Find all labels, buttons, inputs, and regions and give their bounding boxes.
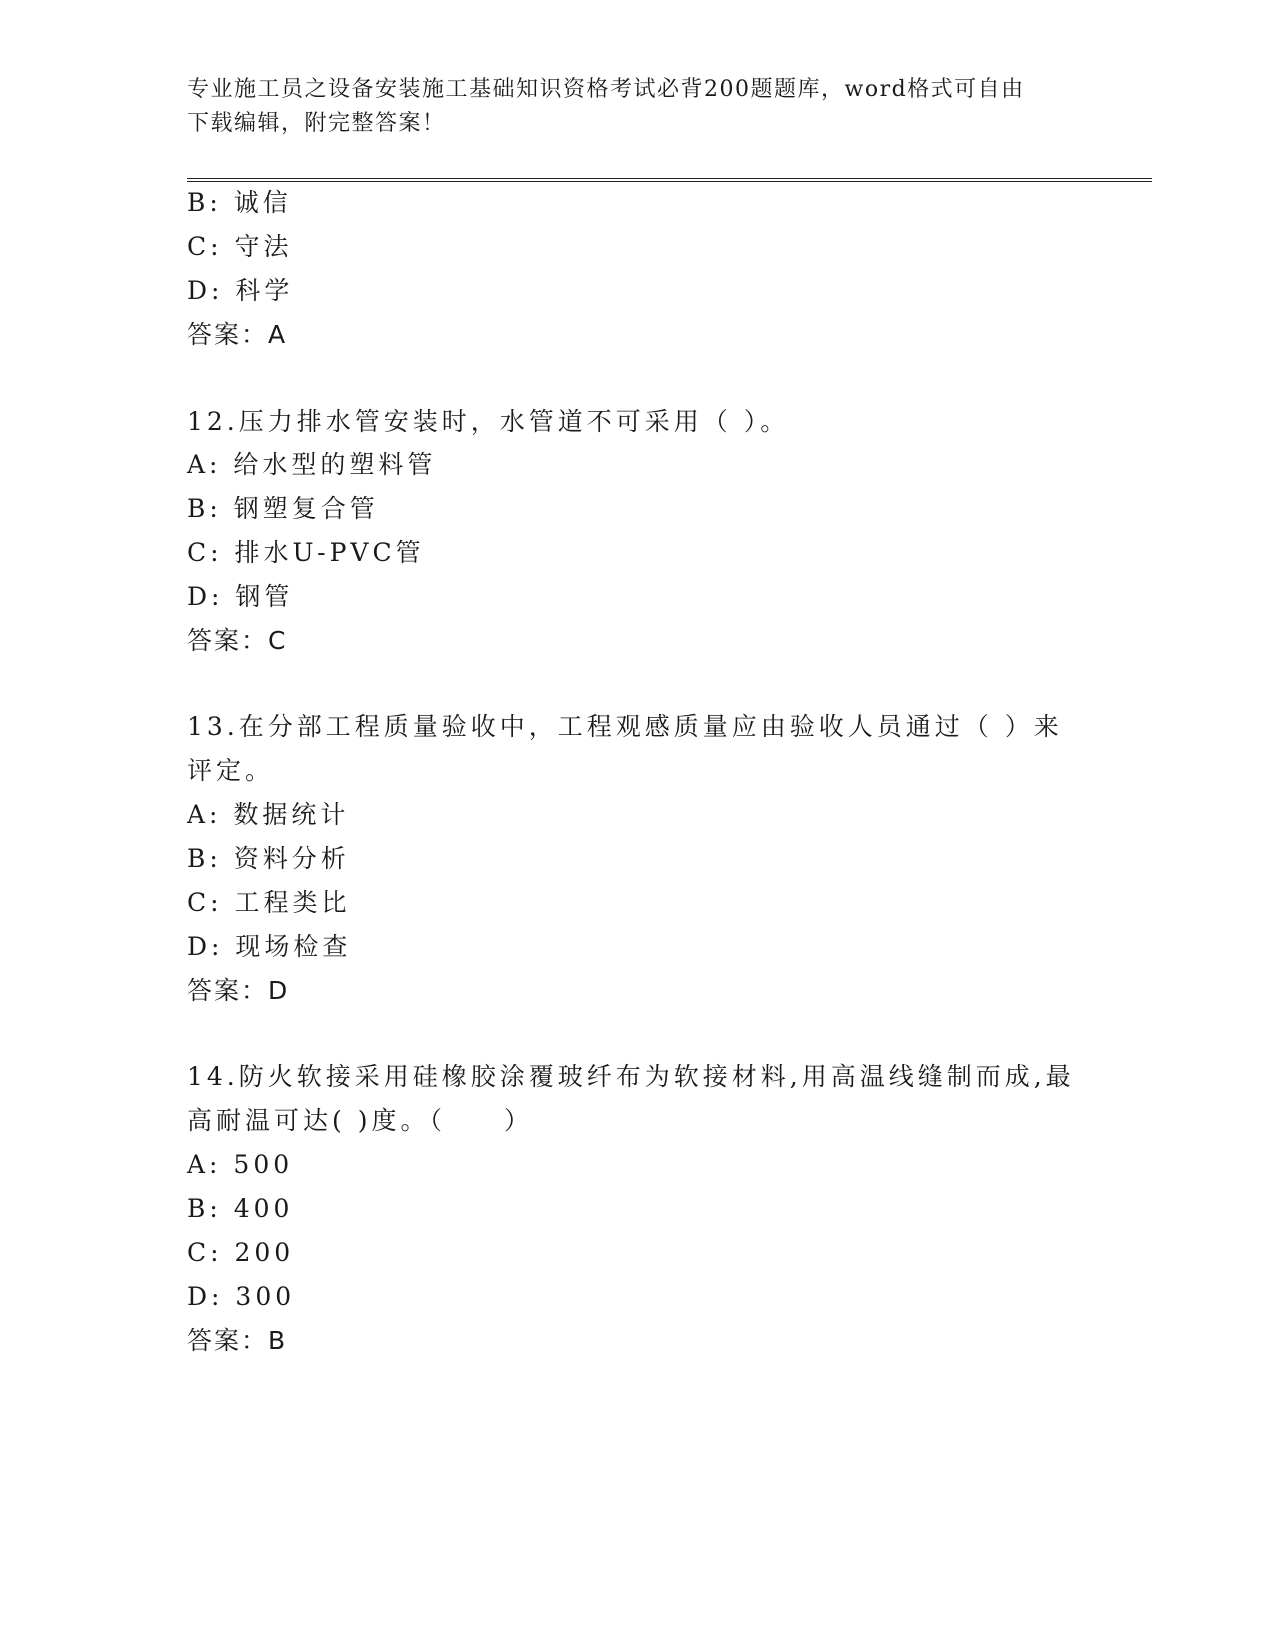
q13-option-a: A: 数据统计 xyxy=(187,800,350,829)
q12-question: 12.压力排水管安装时，水管道不可采用（ ）。 xyxy=(187,407,790,436)
q11-answer: 答案：A xyxy=(187,320,288,349)
q12-option-a: A: 给水型的塑料管 xyxy=(187,450,437,479)
q13-option-b: B: 资料分析 xyxy=(187,844,350,873)
header-title-line-1: 专业施工员之设备安装施工基础知识资格考试必背200题题库，word格式可自由 xyxy=(187,77,1025,102)
q13-question-line-2: 评定。 xyxy=(187,756,275,785)
q11-option-d: D: 科学 xyxy=(187,276,294,305)
q12-option-d: D: 钢管 xyxy=(187,582,294,611)
q13-question-line-1: 13.在分部工程质量验收中，工程观感质量应由验收人员通过（ ）来 xyxy=(187,712,1063,741)
q13-option-c: C: 工程类比 xyxy=(187,888,351,917)
q12-answer: 答案：C xyxy=(187,626,288,655)
q14-question-line-2: 高耐温可达( )度。（ ） xyxy=(187,1106,533,1135)
q14-answer: 答案：B xyxy=(187,1326,288,1355)
header-divider xyxy=(187,178,1152,182)
header-title-line-2: 下载编辑，附完整答案！ xyxy=(187,111,446,136)
q14-question-line-1: 14.防火软接采用硅橡胶涂覆玻纤布为软接材料,用高温线缝制而成,最 xyxy=(187,1062,1075,1091)
q12-option-c: C: 排水U-PVC管 xyxy=(187,538,425,567)
document-header xyxy=(187,73,1067,141)
q14-option-a: A: 500 xyxy=(187,1150,294,1179)
q14-option-d: D: 300 xyxy=(187,1282,296,1311)
q14-option-b: B: 400 xyxy=(187,1194,294,1223)
q11-option-c: C: 守法 xyxy=(187,232,293,261)
q12-option-b: B: 钢塑复合管 xyxy=(187,494,379,523)
q14-option-c: C: 200 xyxy=(187,1238,295,1267)
q13-option-d: D: 现场检查 xyxy=(187,932,352,961)
q11-option-b: B: 诚信 xyxy=(187,188,292,217)
q13-answer: 答案：D xyxy=(187,976,290,1005)
